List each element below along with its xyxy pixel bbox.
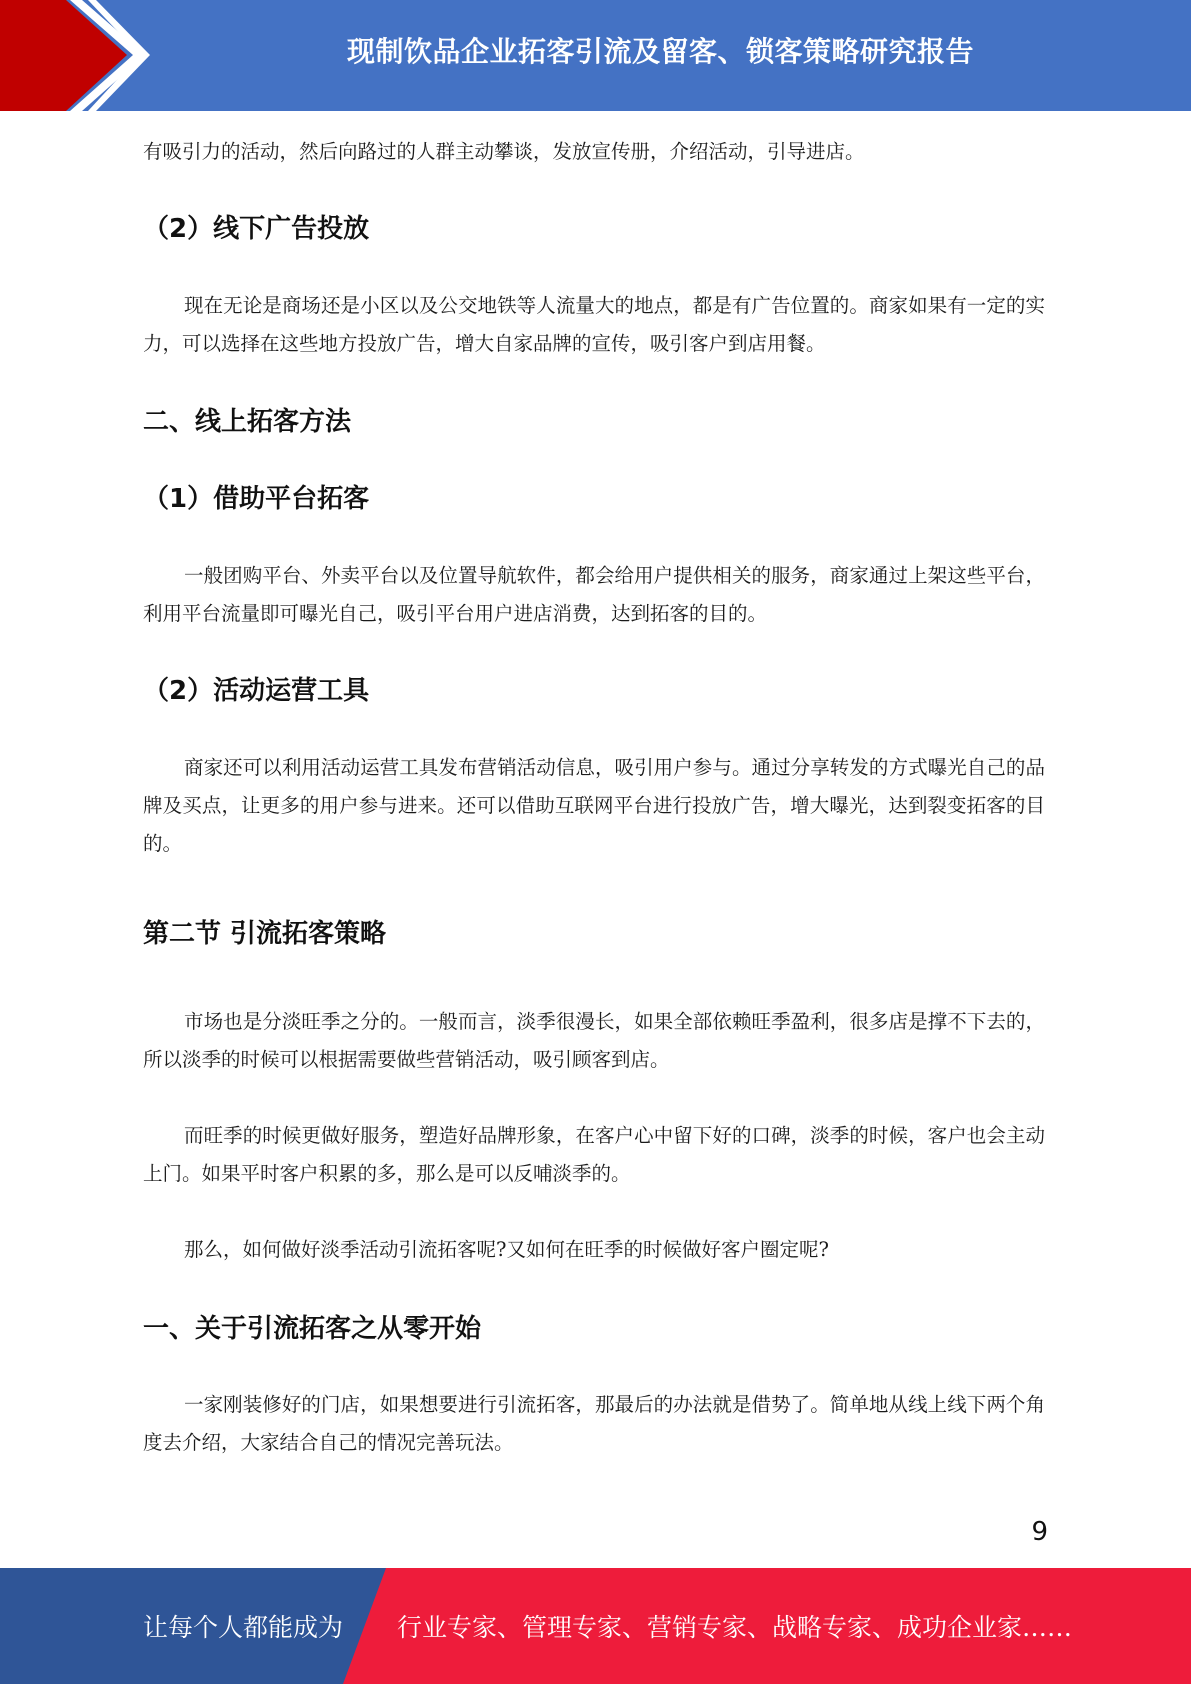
footer-slogan-left: 让每个人都能成为 (143, 1613, 344, 1642)
page-number: 9 (1031, 1517, 1048, 1547)
page-footer (0, 1568, 1191, 1684)
paragraph-from-zero: 一家刚装修好的门店，如果想要进行引流拓客，那最后的办法就是借势了。简单地从线上线下两个角度去介绍，大家结合自己的情况完善玩法。 (143, 1393, 1045, 1454)
paragraph-question: 那么，如何做好淡季活动引流拓客呢?又如何在旺季的时候做好客户圈定呢? (184, 1238, 829, 1261)
paragraph-activity-tools: 商家还可以利用活动运营工具发布营销活动信息，吸引用户参与。通过分享转发的方式曝光自己的品牌及买点，让更多的用户参与进来。还可以借助互联网平台进行投放广告，增大曝光，达到裂变拓客的目的。 (143, 756, 1045, 855)
heading-offline-ads: （2）线下广告投放 (143, 214, 370, 244)
heading-from-zero: 一、关于引流拓客之从零开始 (143, 1314, 482, 1344)
heading-activity-tools: （2）活动运营工具 (143, 676, 370, 706)
heading-platform: （1）借助平台拓客 (143, 484, 370, 514)
paragraph-platform: 一般团购平台、外卖平台以及位置导航软件，都会给用户提供相关的服务，商家通过上架这些平台，利用平台流量即可曝光自己，吸引平台用户进店消费，达到拓客的目的。 (143, 564, 1045, 625)
paragraph-intro-continuation: 有吸引力的活动，然后向路过的人群主动攀谈，发放宣传册，介绍活动，引导进店。 (143, 140, 865, 163)
footer-slogan-right: 行业专家、管理专家、营销专家、战略专家、成功企业家…… (397, 1613, 1073, 1642)
paragraph-peak-season: 而旺季的时候更做好服务，塑造好品牌形象，在客户心中留下好的口碑，淡季的时候，客户也会主动上门。如果平时客户积累的多，那么是可以反哺淡季的。 (143, 1124, 1045, 1185)
heading-section-2: 第二节 引流拓客策略 (143, 919, 387, 949)
page-header (0, 0, 1191, 111)
report-title: 现制饮品企业拓客引流及留客、锁客策略研究报告 (346, 35, 974, 68)
paragraph-seasons: 市场也是分淡旺季之分的。一般而言，淡季很漫长，如果全部依赖旺季盈利，很多店是撑不下去的，所以淡季的时候可以根据需要做些营销活动，吸引顾客到店。 (143, 1010, 1045, 1071)
heading-online-methods: 二、线上拓客方法 (143, 407, 352, 437)
paragraph-offline-ads: 现在无论是商场还是小区以及公交地铁等人流量大的地点，都是有广告位置的。商家如果有一定的实力，可以选择在这些地方投放广告，增大自家品牌的宣传，吸引客户到店用餐。 (143, 294, 1045, 355)
